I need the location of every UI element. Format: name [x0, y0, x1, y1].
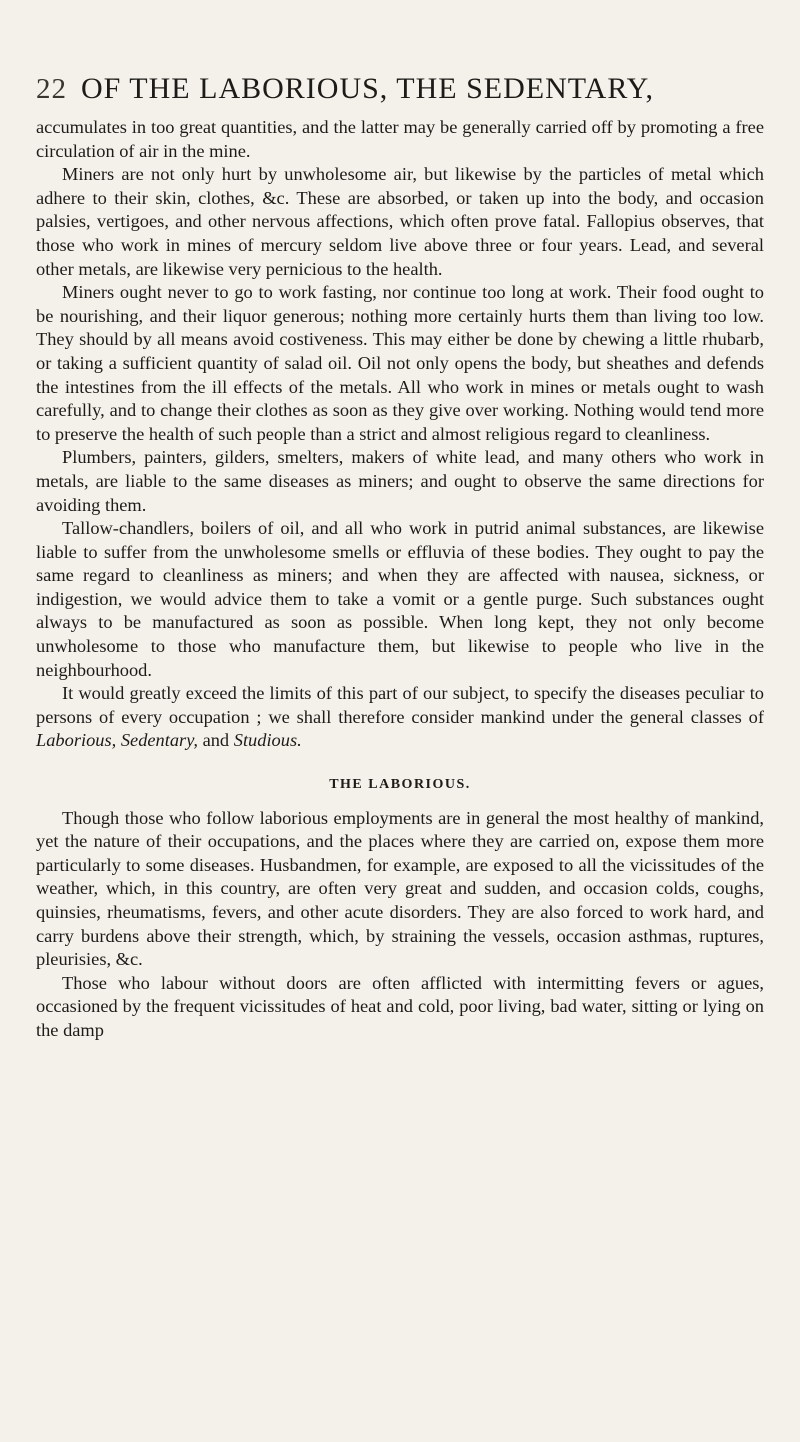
paragraph: Miners ought never to go to work fasting, nor continue too long at work. Their food ought to be nourishing, and their liquor generous; nothing more certainly hurts them than living too low. They should by all means avoid costiveness. This may either be done by chewing a little rhubarb, or taking a sufficient quantity of salad oil. Oil not only opens the body, but sheathes and defends the intestines from the ill effects of the metals. All who work in mines or metals ought to wash carefully, and to change their clothes as soon as they give over working. Nothing would tend more to preserve the health of such people than a strict and almost religious regard to cleanliness. [36, 282, 764, 444]
paragraph: Plumbers, painters, gilders, smelters, makers of white lead, and many others who work in metals, are liable to the same diseases as miners; and ought to observe the same directions for avoiding them. [36, 447, 764, 515]
paragraph: Though those who follow laborious employments are in general the most healthy of mankind, yet the nature of their occupations, and the places where they are carried on, expose them more particularly to some diseases. Husbandmen, for example, are exposed to all the vicissitudes of the weather, which, in this country, are often very great and sudden, and occasion colds, coughs, quinsies, rheumatisms, fevers, and other acute disorders. They are also forced to work hard, and carry burdens above their strength, which, by straining the vessels, occasion asthmas, ruptures, pleurisies, &c. [36, 807, 764, 970]
page-number: 22 [36, 73, 67, 105]
paragraph: accumulates in too great quantities, and the latter may be generally carried off by promoting a free circulation of air in the mine. [36, 117, 764, 161]
class-laborious: Laborious, [36, 730, 117, 751]
section-heading: THE LABORIOUS. [329, 777, 471, 793]
class-sedentary: Sedentary, [120, 730, 198, 751]
running-title: OF THE LABORIOUS, THE SEDENTARY, [81, 72, 654, 105]
running-head [36, 72, 764, 106]
classes-lead-text: It would greatly exceed the limits of this part of our subject, to specify the diseases peculiar to persons of every occupation ; we shall therefore consider mankind under the general classes of [36, 683, 764, 727]
paragraph: Those who labour without doors are often afflicted with intermitting fevers or agues, occasioned by the frequent vicissitudes of heat and cold, poor living, bad water, sitting or lying on the damp [36, 972, 764, 1040]
classes-paragraph [36, 682, 764, 753]
book-page [36, 72, 764, 1043]
class-studious: Studious. [233, 730, 302, 751]
body-text [36, 116, 764, 1043]
conjunction: and [202, 730, 230, 751]
paragraph: Tallow-chandlers, boilers of oil, and all who work in putrid animal substances, are likewise liable to suffer from the unwholesome smells or effluvia of these bodies. They ought to pay the same regard to cleanliness as miners; and when they are affected with nausea, sickness, or indigestion, we would advice them to take a vomit or a gentle purge. Such substances ought always to be manufactured as soon as possible. When long kept, they not only become unwholesome to those who manufacture them, but likewise to people who live in the neighbourhood. [36, 518, 764, 680]
paragraph: Miners are not only hurt by unwholesome air, but likewise by the particles of metal which adhere to their skin, clothes, &c. These are absorbed, or taken up into the body, and occasion palsies, vertigoes, and other nervous affections, which often prove fatal. Fallopius observes, that those who work in mines of mercury seldom live above three or four years. Lead, and several other metals, are likewise very pernicious to the health. [36, 164, 764, 279]
